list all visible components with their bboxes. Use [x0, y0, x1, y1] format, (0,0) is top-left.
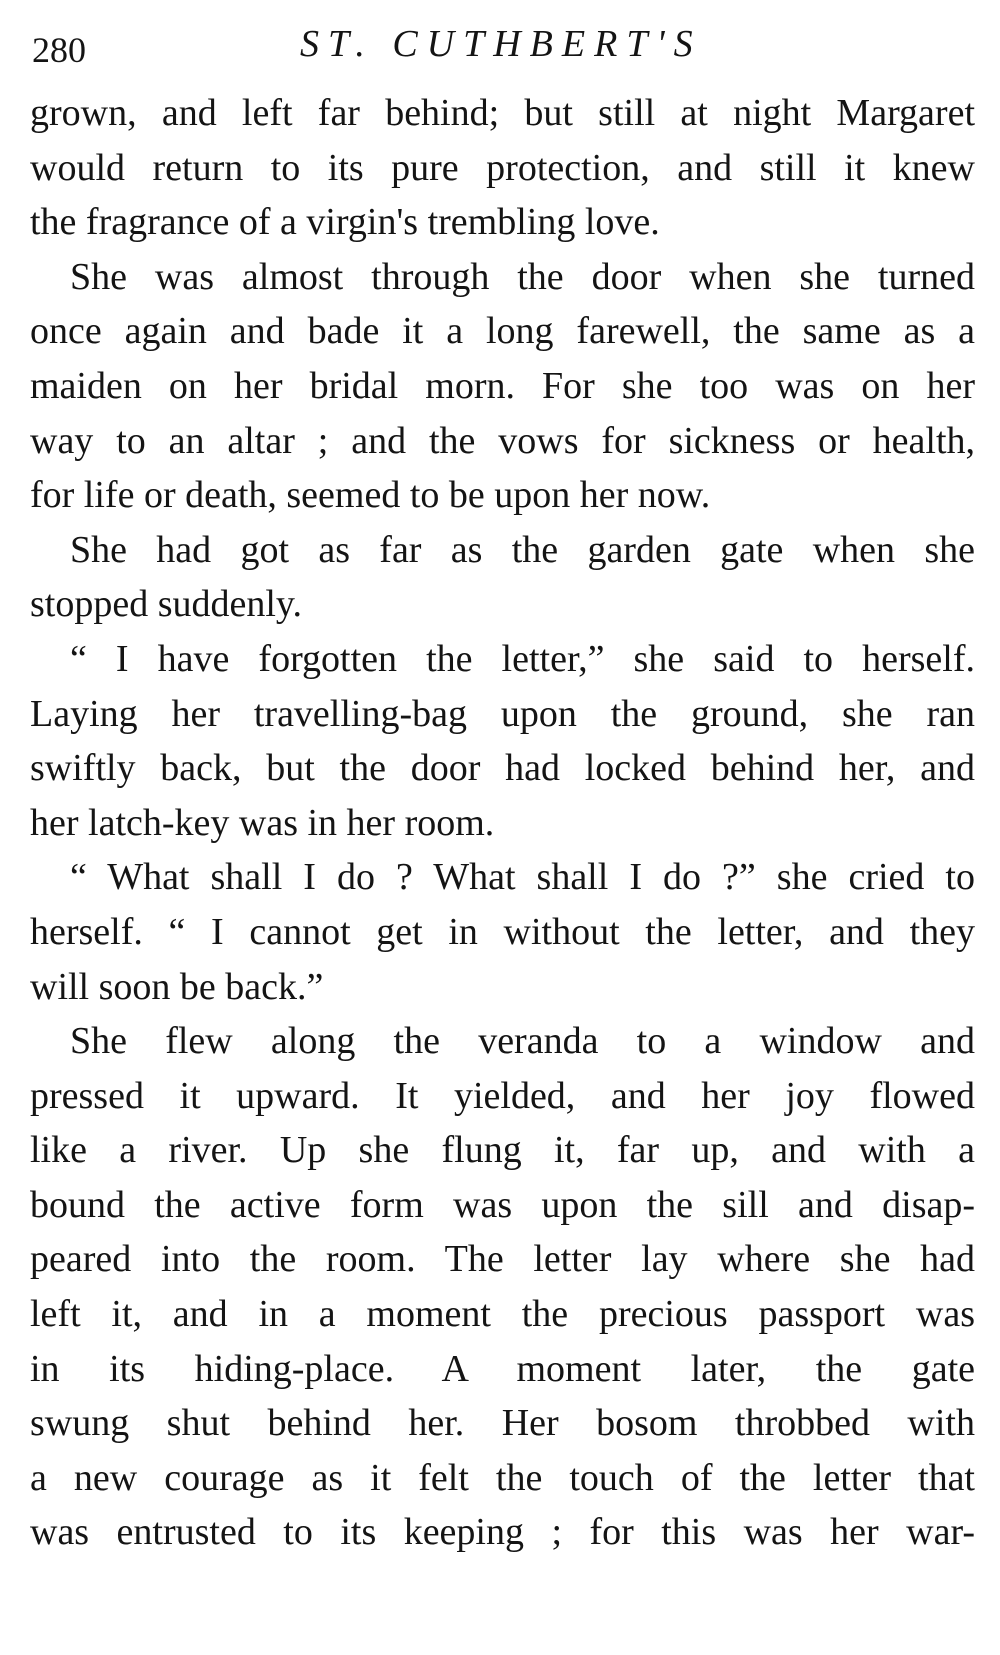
- text-line: swung shut behind her. Her bosom throbbed with: [30, 1402, 975, 1445]
- book-page: [30, 18, 975, 1560]
- text-line: would return to its pure protection, and still it knew: [30, 146, 975, 189]
- text-line: left it, and in a moment the precious passport was: [30, 1293, 975, 1336]
- text-line: maiden on her bridal morn. For she too was on her: [30, 364, 975, 407]
- text-line: pressed it upward. It yielded, and her joy flowed: [30, 1074, 975, 1117]
- text-line: the fragrance of a virgin's trembling love.: [30, 201, 660, 244]
- running-head: [30, 18, 975, 76]
- text-line: bound the active form was upon the sill and disap-: [30, 1183, 975, 1226]
- text-line: like a river. Up she flung it, far up, and with a: [30, 1129, 975, 1172]
- text-line: swiftly back, but the door had locked behind her, and: [30, 747, 975, 790]
- running-title: ST. CUTHBERT'S: [300, 23, 702, 65]
- text-line: She was almost through the door when she turned: [70, 255, 975, 298]
- text-line: herself. “ I cannot get in without the letter, and they: [30, 910, 975, 953]
- text-line: She flew along the veranda to a window and: [70, 1020, 975, 1063]
- text-line: way to an altar ; and the vows for sickness or health,: [30, 419, 975, 462]
- text-line: a new courage as it felt the touch of the letter that: [30, 1456, 975, 1499]
- text-line: for life or death, seemed to be upon her now.: [30, 474, 711, 517]
- text-line: once again and bade it a long farewell, the same as a: [30, 310, 975, 353]
- body-text: [30, 86, 975, 1560]
- text-line: her latch-key was in her room.: [30, 801, 495, 844]
- text-line: Laying her travelling-bag upon the ground, she ran: [30, 692, 975, 735]
- text-line: “ I have forgotten the letter,” she said to herself.: [70, 637, 975, 680]
- text-line: grown, and left far behind; but still at night Margaret: [30, 92, 975, 134]
- text-line: She had got as far as the garden gate when she: [70, 528, 975, 571]
- text-line: stopped suddenly.: [30, 583, 302, 626]
- text-line: in its hiding-place. A moment later, the gate: [30, 1347, 975, 1390]
- text-line: peared into the room. The letter lay where she had: [30, 1238, 975, 1281]
- text-line: will soon be back.”: [30, 965, 324, 1008]
- page-number: 280: [32, 30, 86, 70]
- text-line: “ What shall I do ? What shall I do ?” she cried to: [70, 856, 975, 899]
- text-line: was entrusted to its keeping ; for this was her war-: [30, 1511, 975, 1554]
